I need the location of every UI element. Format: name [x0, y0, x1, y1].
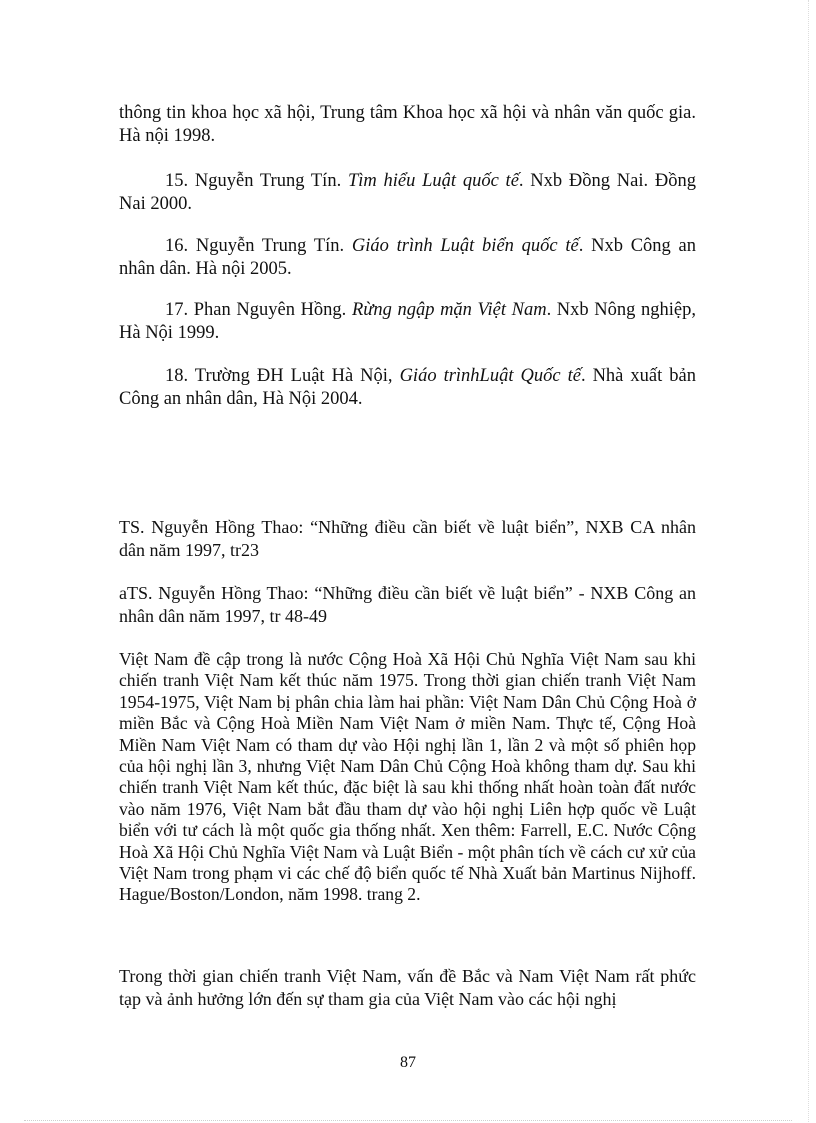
page-bottom-border [24, 1120, 792, 1121]
footnote-1: TS. Nguyễn Hồng Thao: “Những điều cần biết về luật biển”, NXB CA nhân dân năm 1997, tr23 [119, 517, 696, 560]
reference-item-18 [119, 365, 696, 411]
footnote-2: aTS. Nguyễn Hồng Thao: “Những điều cần biết về luật biển” - NXB Công an nhân dân năm 1997, tr 48-49 [119, 583, 696, 626]
reference-author: 18. Trường ĐH Luật Hà Nội, [165, 366, 400, 386]
reference-author: 17. Phan Nguyên Hồng. [165, 300, 352, 320]
reference-continuation: thông tin khoa học xã hội, Trung tâm Khoa học xã hội và nhân văn quốc gia. Hà nội 1998. [119, 103, 696, 146]
footnote-4: Trong thời gian chiến tranh Việt Nam, vấn đề Bắc và Nam Việt Nam rất phức tạp và ảnh hưởng lớn đến sự tham gia của Việt Nam vào các hội nghị [119, 966, 696, 1009]
reference-publisher: . Nxb Công an nhân dân. Hà nội 2005. [119, 236, 696, 279]
reference-item-17 [119, 299, 696, 345]
reference-title: Tìm hiểu Luật quốc tế [347, 171, 519, 191]
reference-publisher: . Nxb Nông nghiệp, Hà Nội 1999. [119, 300, 697, 343]
reference-item-15 [119, 170, 696, 216]
reference-author: 15. Nguyễn Trung Tín. [165, 171, 348, 191]
reference-title: Giáo trình Luật biển quốc tế [351, 236, 579, 256]
footnote-3: Việt Nam đề cập trong là nước Cộng Hoà Xã Hội Chủ Nghĩa Việt Nam sau khi chiến tranh Việt Nam kết thúc năm 1975. Trong thời gian chiến tranh Việt Nam 1954-1975, Việt Nam bị phân chia làm hai phần: Việt Nam Dân Chủ Cộng Hoà ở miền Bắc và Cộng Hoà Miền Nam Việt Nam ở miền Nam. Thực tế, Cộng Hoà Miền Nam Việt Nam có tham dự vào Hội nghị lần 1, lần 2 và một số phiên họp của hội nghị lần 3, nhưng Việt Nam Dân Chủ Cộng Hoà không tham dự. Sau khi chiến tranh Việt Nam kết thúc, đặc biệt là sau khi thống nhất hoàn toàn đất nước vào năm 1976, Việt Nam bắt đầu tham dự vào hội nghị Liên hợp quốc về Luật biển với tư cách là một quốc gia thống nhất. Xen thêm: Farrell, E.C. Nước Cộng Hoà Xã Hội Chủ Nghĩa Việt Nam và Luật Biển - một phân tích về cách cư xử của Việt Nam trong phạm vi các chế độ biển quốc tế Nhà Xuất bản Martinus Nijhoff. Hague/Boston/London, năm 1998. trang 2. [119, 649, 696, 905]
reference-publisher: . Nhà xuất bản Công an nhân dân, Hà Nội 2004. [119, 366, 696, 409]
reference-title: Giáo trìnhLuật Quốc tế [399, 366, 581, 386]
reference-publisher: . Nxb Đồng Nai. Đồng Nai 2000. [119, 171, 696, 214]
reference-title: Rừng ngập mặn Việt Nam [351, 300, 547, 320]
reference-item-16 [119, 235, 696, 281]
page-right-border [808, 0, 809, 1122]
page-number: 87 [400, 1054, 416, 1071]
reference-author: 16. Nguyễn Trung Tín. [165, 236, 352, 256]
